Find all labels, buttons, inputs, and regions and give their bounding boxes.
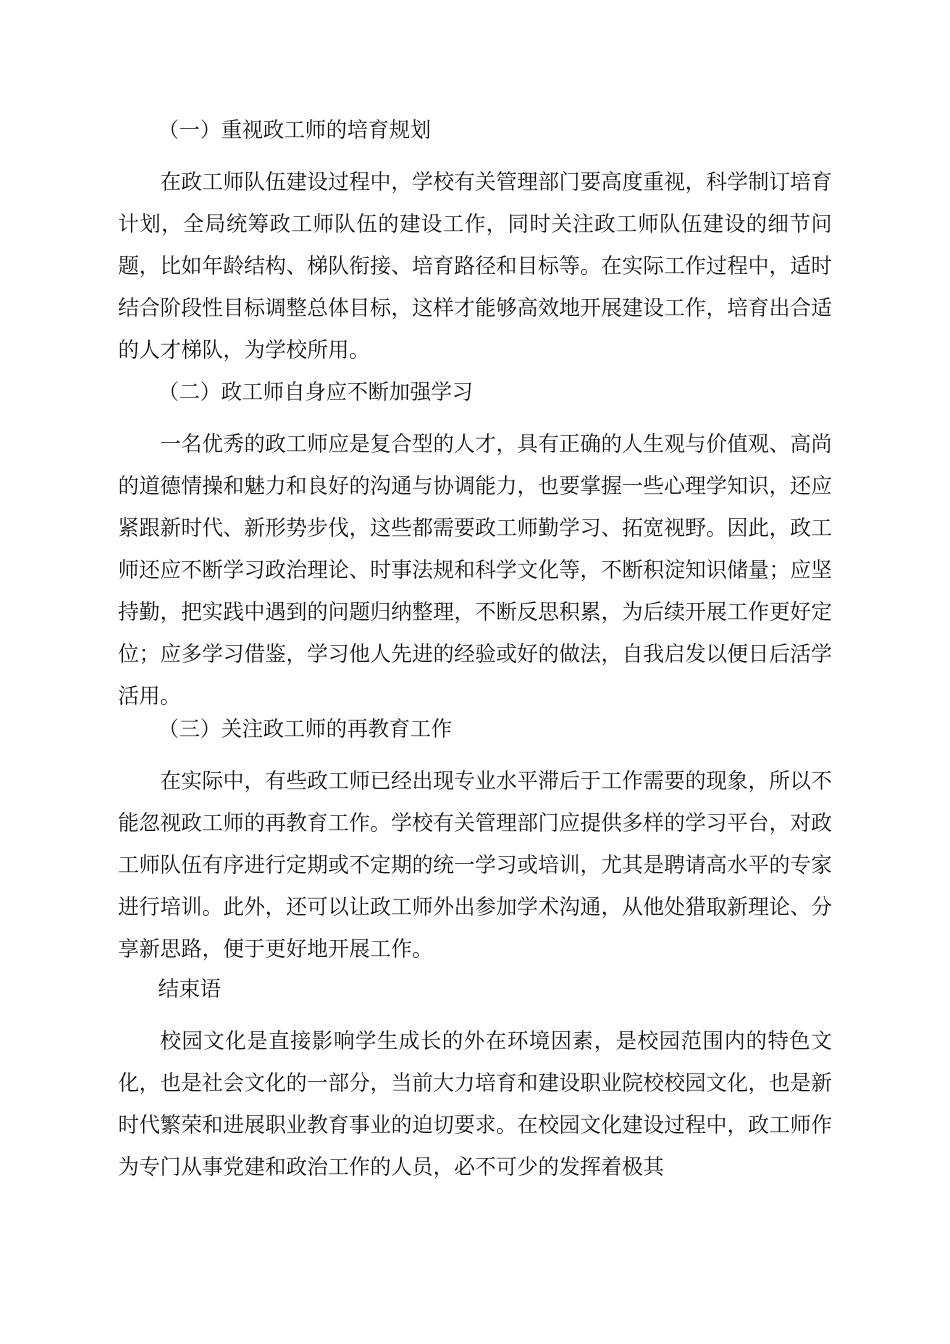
- section-heading-2: （二）政工师自身应不断加强学习: [158, 380, 473, 404]
- conclusion-heading: 结束语: [158, 977, 221, 1001]
- section-paragraph-3: 在实际中，有些政工师已经出现专业水平滞后于工作需要的现象，所以不能忽视政工师的再教育工作。学校有关管理部门应提供多样的学习平台，对政工师队伍有序进行定期或不定期的统一学习或培训，尤其是聘请高水平的专家进行培训。此外，还可以让政工师外出参加学术沟通，从他处猎取新理论、分享新思路，便于更好地开展工作。: [118, 769, 832, 961]
- section-paragraph-1: 在政工师队伍建设过程中，学校有关管理部门要高度重视，科学制订培育计划，全局统筹政工师队伍的建设工作，同时关注政工师队伍建设的细节问题，比如年龄结构、梯队衔接、培育路径和目标等。在实际工作过程中，适时结合阶段性目标调整总体目标，这样才能够高效地开展建设工作，培育出合适的人才梯队，为学校所用。: [118, 170, 832, 362]
- section-heading-1: （一）重视政工师的培育规划: [158, 118, 431, 142]
- section-paragraph-2: 一名优秀的政工师应是复合型的人才，具有正确的人生观与价值观、高尚的道德情操和魅力和良好的沟通与协调能力，也要掌握一些心理学知识，还应紧跟新时代、新形势步伐，这些都需要政工师勤学习、拓宽视野。因此，政工师还应不断学习政治理论、时事法规和科学文化等，不断积淀知识储量；应坚持勤，把实践中遇到的问题归纳整理，不断反思积累，为后续开展工作更好定位；应多学习借鉴，学习他人先进的经验或好的做法，自我启发以便日后活学活用。: [118, 432, 832, 708]
- conclusion-paragraph: 校园文化是直接影响学生成长的外在环境因素，是校园范围内的特色文化，也是社会文化的一部分，当前大力培育和建设职业院校校园文化，也是新时代繁荣和进展职业教育事业的迫切要求。在校园文化建设过程中，政工师作为专门从事党建和政治工作的人员，必不可少的发挥着极其: [118, 1029, 832, 1179]
- section-heading-3: （三）关注政工师的再教育工作: [158, 717, 452, 741]
